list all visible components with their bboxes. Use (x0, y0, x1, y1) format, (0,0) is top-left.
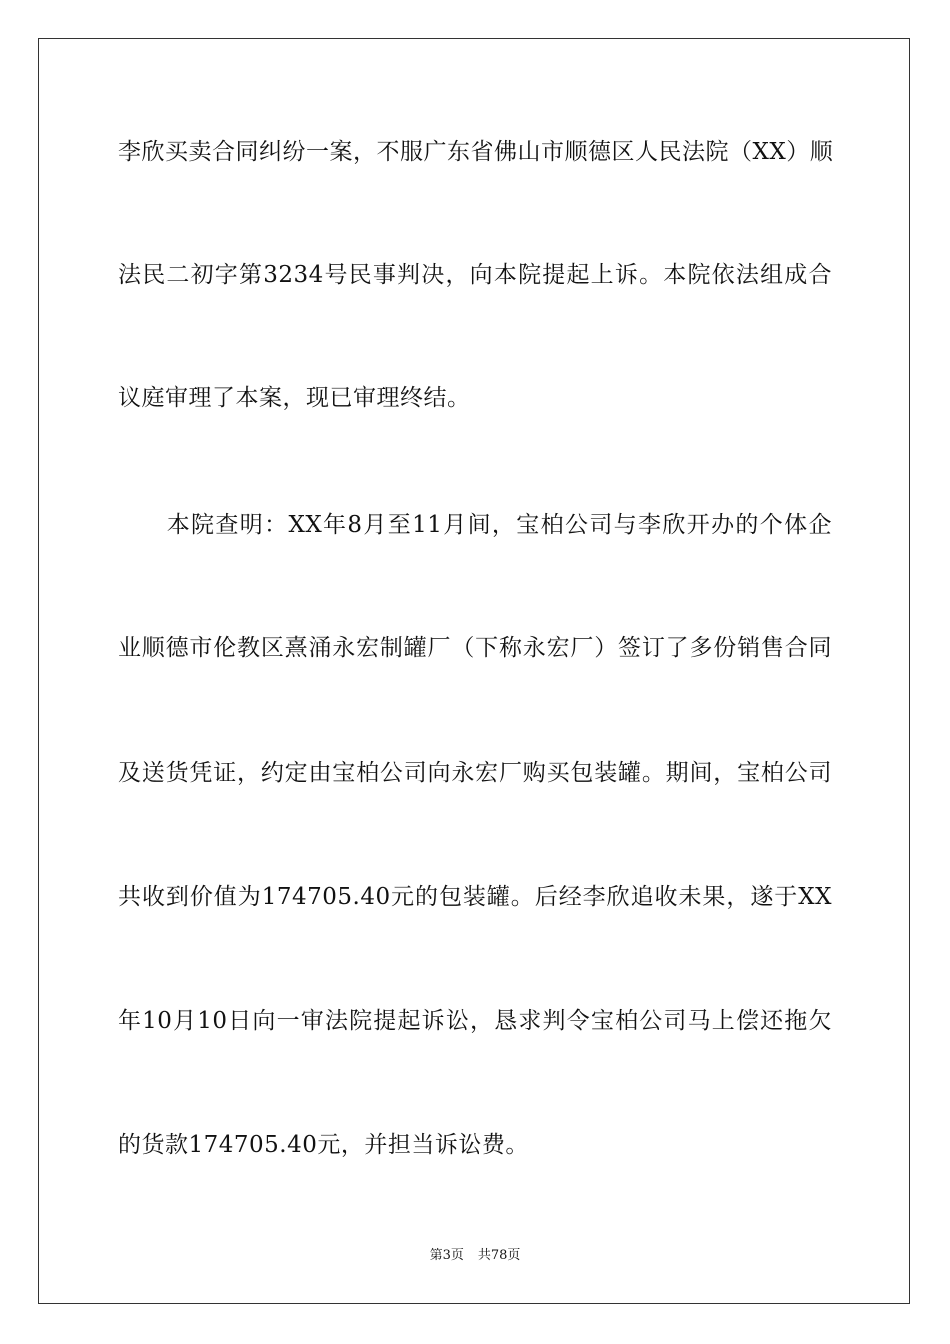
body-line-9: 的货款174705.40元，并担当诉讼费。 (118, 1132, 529, 1158)
total-pages: 共78页 (477, 1248, 521, 1263)
body-line-6: 及送货凭证，约定由宝柏公司向永宏厂购买包装罐。期间，宝柏公司 (118, 760, 832, 786)
body-line-4: 本院查明：XX年8月至11月间，宝柏公司与李欣开办的个体企 (118, 512, 832, 538)
body-line-2: 法民二初字第3234号民事判决，向本院提起上诉。本院依法组成合 (118, 262, 832, 288)
page-footer (0, 1247, 950, 1265)
body-line-8: 年10月10日向一审法院提起诉讼，恳求判令宝柏公司马上偿还拖欠 (118, 1008, 832, 1034)
body-line-3: 议庭审理了本案，现已审理终结。 (118, 385, 471, 411)
body-line-5: 业顺德市伦教区熹涌永宏制罐厂（下称永宏厂）签订了多份销售合同 (118, 635, 832, 661)
body-line-7: 共收到价值为174705.40元的包装罐。后经李欣追收未果，遂于XX (118, 884, 832, 910)
page-number: 第3页 (429, 1248, 464, 1263)
page-border (38, 38, 910, 1304)
body-line-1: 李欣买卖合同纠纷一案，不服广东省佛山市顺德区人民法院（XX）顺 (118, 139, 834, 165)
